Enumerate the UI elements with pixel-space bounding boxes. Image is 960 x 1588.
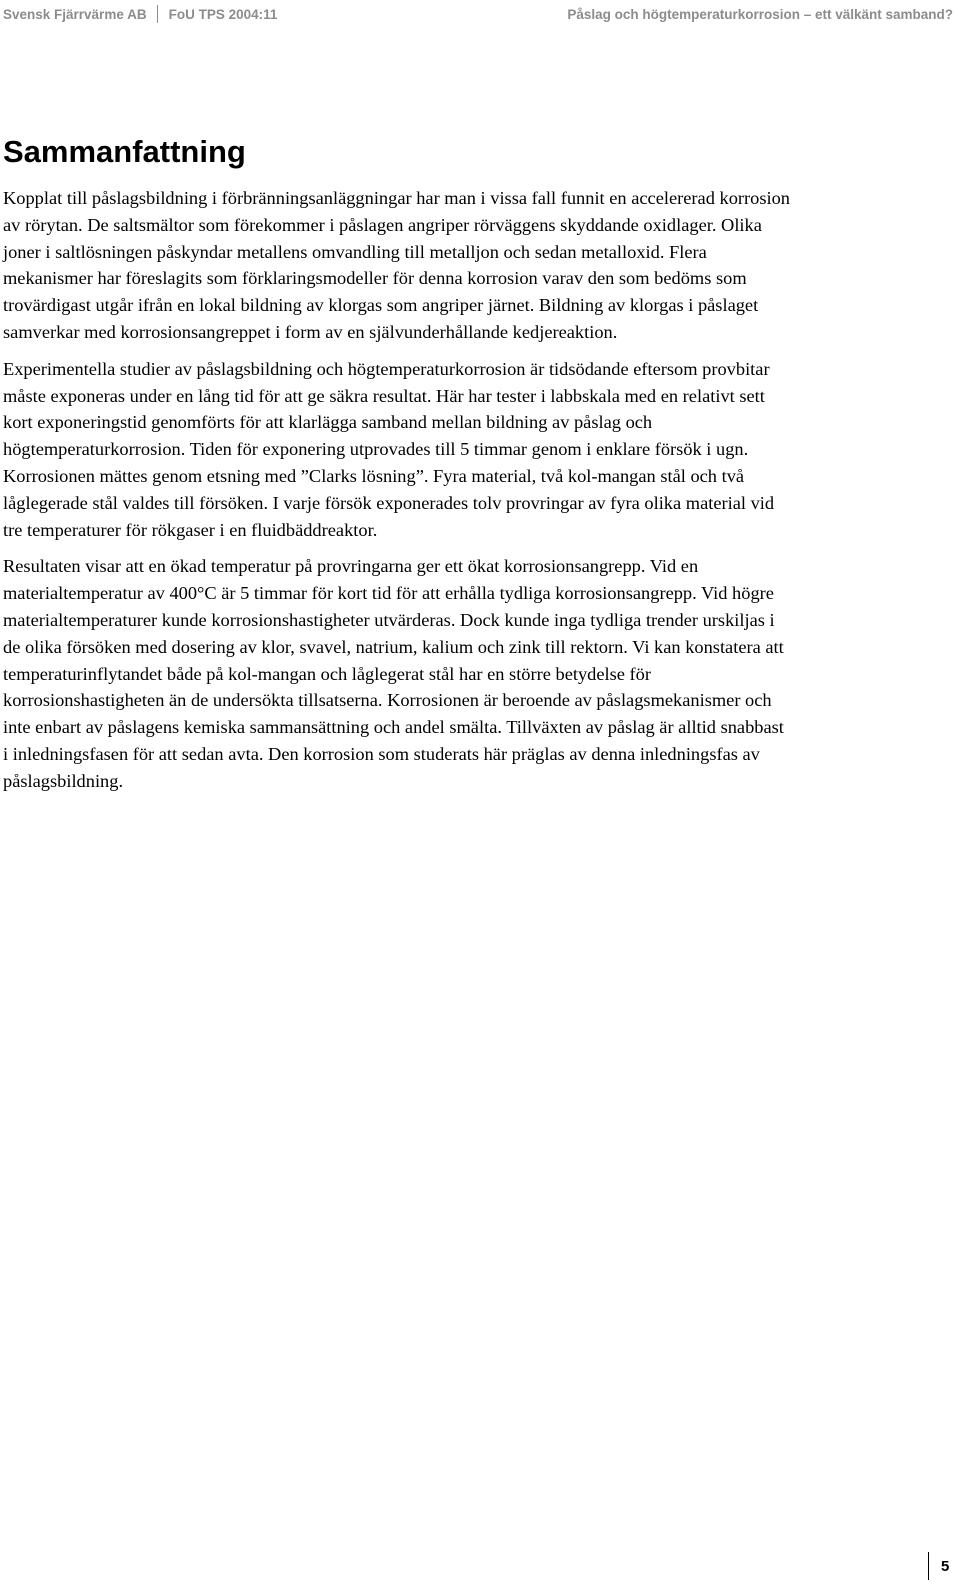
header-document-title: Påslag och högtemperaturkorrosion – ett välkänt samband? bbox=[567, 6, 953, 22]
header-organization: Svensk Fjärrvärme AB bbox=[3, 6, 147, 22]
section-body bbox=[3, 185, 793, 805]
page-number: 5 bbox=[941, 1557, 950, 1575]
footer-separator bbox=[928, 1552, 929, 1580]
page-footer bbox=[928, 1552, 949, 1580]
section-heading: Sammanfattning bbox=[3, 134, 246, 169]
paragraph-3: Resultaten visar att en ökad temperatur på provringarna ger ett ökat korrosionsangrepp. Vid en materialtemperatur av 400°C är 5 timmar för kort tid för att erhålla tydliga korrosionsangrepp. Vid högre materialtemperaturer kunde korrosionshastigheter utvärderas. Dock kunde inga tydliga trender urskiljas i de olika försöken med dosering av klor, svavel, natrium, kalium och zink till rektorn. Vi kan konstatera att temperaturinflytandet både på kol-mangan och låglegerat stål har en större betydelse för korrosionshastigheten än de undersökta tillsatserna. Korrosionen är beroende av påslagsmekanismer och inte enbart av påslagens kemiska sammansättning och andel smälta. Tillväxten av påslag är alltid snabbast i inledningsfasen för att sedan avta. Den korrosion som studerats här präglas av denna inledningsfas av påslagsbildning. bbox=[3, 556, 784, 791]
header-report-id: FoU TPS 2004:11 bbox=[168, 6, 278, 22]
paragraph-1: Kopplat till påslagsbildning i förbränningsanläggningar har man i vissa fall funnit en accelererad korrosion av rörytan. De saltsmältor som förekommer i påslagen angriper rörväggens skyddande oxidlager. Olika joner i saltlösningen påskyndar metallens omvandling till metalljon och sedan metalloxid. Flera mekanismer har föreslagits som förklaringsmodeller för denna korrosion varav den som bedöms som trovärdigast utgår ifrån en lokal bildning av klorgas som angriper järnet. Bildning av klorgas i påslaget samverkar med korrosionsangreppet i form av en självunderhållande kedjereaktion. bbox=[3, 188, 790, 342]
running-header bbox=[3, 4, 953, 24]
header-separator bbox=[157, 5, 158, 23]
paragraph-2: Experimentella studier av påslagsbildning och högtemperaturkorrosion är tidsödande eftersom provbitar måste exponeras under en lång tid för att ge säkra resultat. Här har tester i labbskala med en relativt sett kort exponeringstid genomförts för att klarlägga samband mellan bildning av påslag och högtemperaturkorrosion. Tiden för exponering utprovades till 5 timmar genom i enklare försök i ugn. Korrosionen mättes genom etsning med ”Clarks lösning”. Fyra material, två kol-mangan stål och två låglegerade stål valdes till försöken. I varje försök exponerades tolv provringar av fyra olika material vid tre temperaturer för rökgaser i en fluidbäddreaktor. bbox=[3, 358, 775, 540]
